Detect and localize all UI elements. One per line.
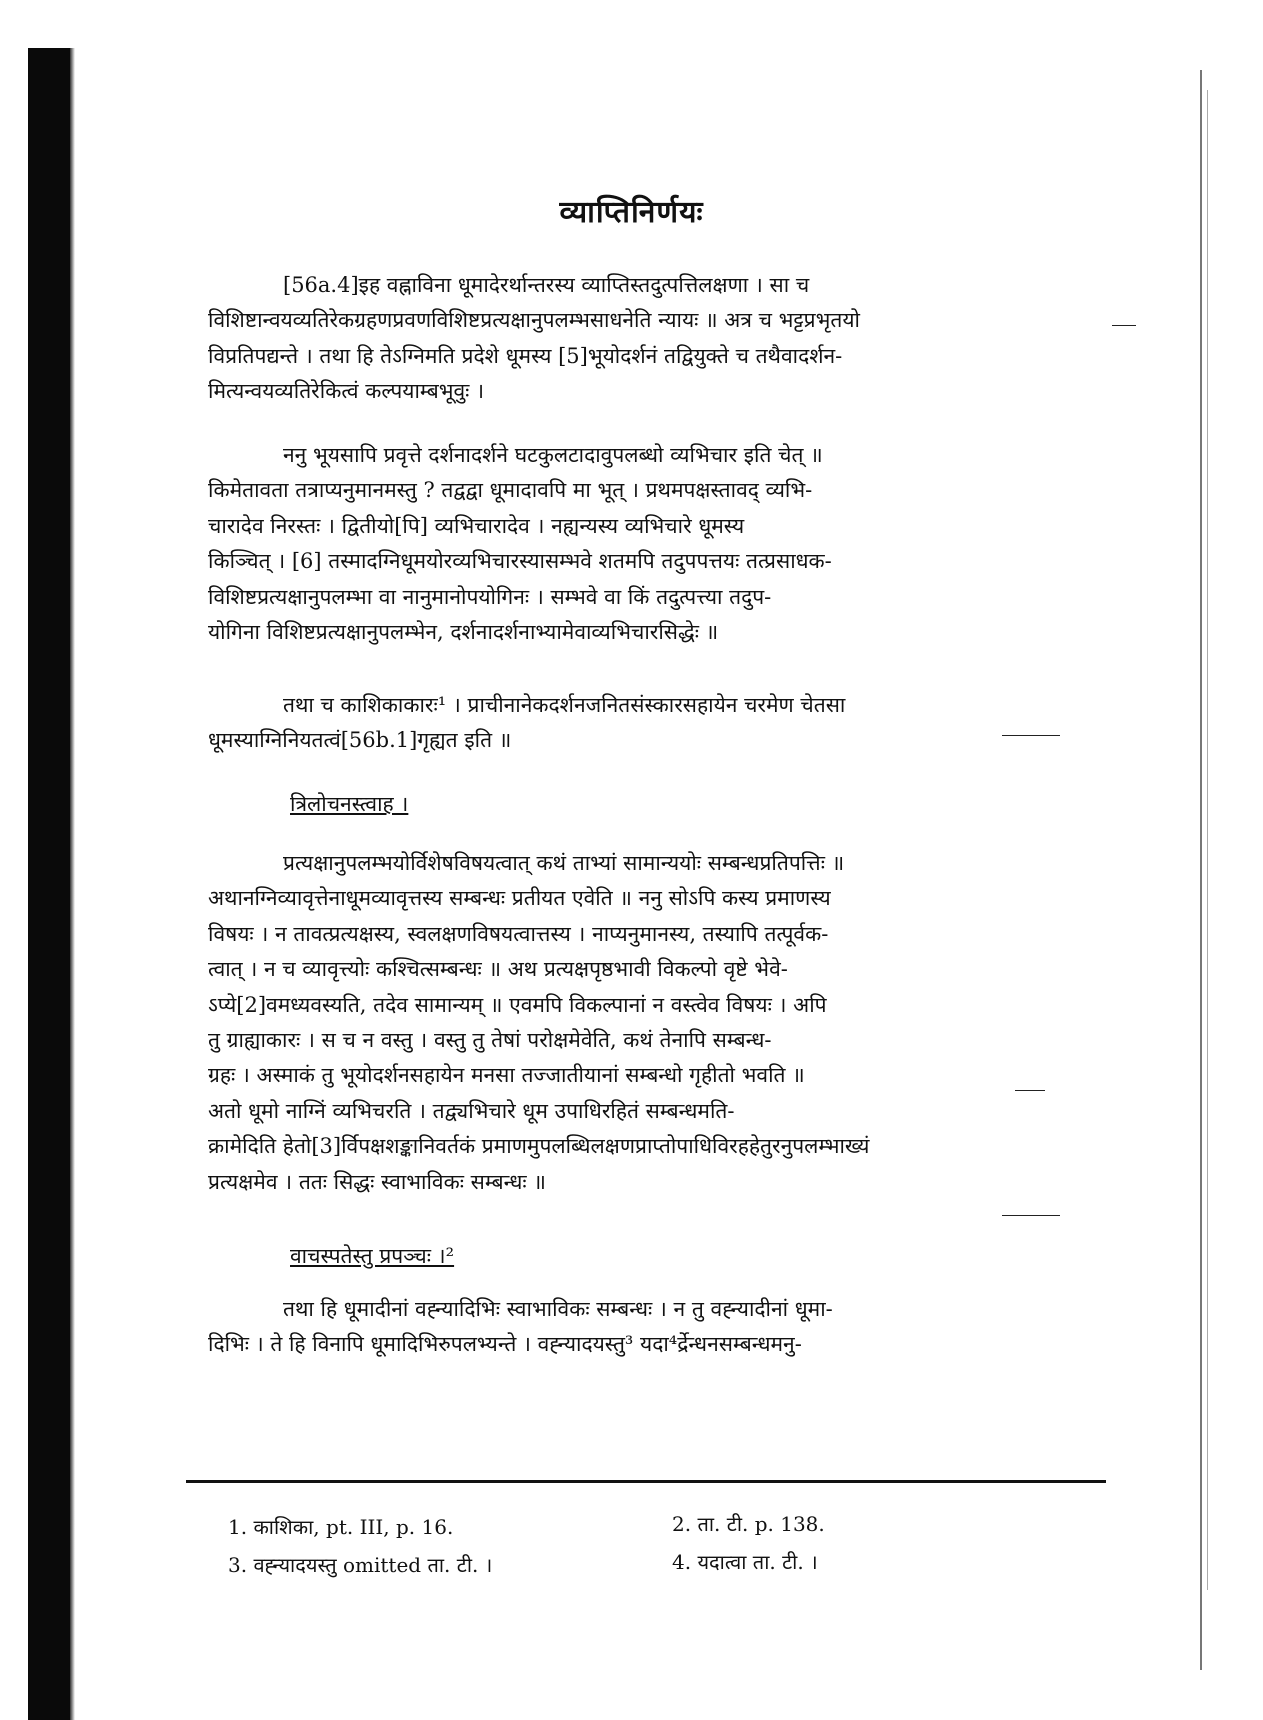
text-line: तु ग्राह्याकारः । स च न वस्तु । वस्तु तु तेषां परोक्षमेवेति, कथं तेनापि सम्बन्ध- bbox=[208, 1028, 772, 1053]
section-heading bbox=[290, 1242, 454, 1270]
margin-mark bbox=[1112, 325, 1136, 326]
text-line: अतो धूमो नाग्निं व्यभिचरति । तद्व्यभिचारे धूम उपाधिरहितं सम्बन्धमति- bbox=[208, 1098, 735, 1123]
margin-mark bbox=[1002, 735, 1060, 736]
text-line: क्रामेदिति हेतो[3]र्विपक्षशङ्कानिवर्तकं प्रमाणमुपलब्धिलक्षणप्राप्तोपाधिविरहहेतुरनुपलम्भाख्यं bbox=[208, 1134, 870, 1159]
paragraph-4 bbox=[208, 846, 1098, 1200]
page-title: व्याप्तिनिर्णयः bbox=[559, 195, 704, 230]
text-line: विशिष्टप्रत्यक्षानुपलम्भा वा नानुमानोपयोगिनः । सम्भवे वा किं तदुत्पत्त्या तदुप- bbox=[208, 584, 772, 609]
margin-mark bbox=[1015, 1090, 1045, 1091]
text-line: चारादेव निरस्तः । द्वितीयो[पि] व्यभिचारादेव । नह्यन्यस्य व्यभिचारे धूमस्य bbox=[208, 513, 745, 538]
binding-edge bbox=[70, 48, 75, 1720]
text-line: किमेतावता तत्राप्यनुमानमस्तु ? तद्वद्वा धूमादावपि मा भूत् । प्रथमपक्षस्तावद् व्यभि- bbox=[208, 478, 813, 503]
text-line: त्वात् । न च व्यावृत्त्योः कश्चित्सम्बन्धः ॥ अथ प्रत्यक्षपृष्ठभावी विकल्पो वृष्टे भेवे- bbox=[208, 957, 788, 982]
text-line: धूमस्याग्निनियतत्वं[56b.1]गृह्यत इति ॥ bbox=[208, 728, 512, 753]
paragraph-5 bbox=[208, 1292, 1098, 1363]
text-line: अथानग्निव्यावृत्तेनाधूमव्यावृत्तस्य सम्बन्धः प्रतीयत एवेति ॥ ननु सोऽपि कस्य प्रमाणस्य bbox=[208, 886, 831, 911]
text-line: विषयः । न तावत्प्रत्यक्षस्य, स्वलक्षणविषयत्वात्तस्य । नाप्यनुमानस्य, तस्यापि तत्पूर्वक- bbox=[208, 921, 829, 946]
text-line: मित्यन्वयव्यतिरेकित्वं कल्पयाम्बभूवुः । bbox=[208, 379, 485, 404]
book-binding-shadow bbox=[28, 48, 70, 1720]
text-line: ऽप्ये[2]वमध्यवस्यति, तदेव सामान्यम् ॥ एवमपि विकल्पानां न वस्त्वेव विषयः । अपि bbox=[208, 992, 827, 1017]
text-line: प्रत्यक्षानुपलम्भयोर्विशेषविषयत्वात् कथं ताभ्यां सामान्ययोः सम्बन्धप्रतिपत्तिः ॥ bbox=[283, 851, 845, 875]
text-line: ग्रहः । अस्माकं तु भूयोदर्शनसहायेन मनसा तज्जातीयानां सम्बन्धो गृहीतो भवति ॥ bbox=[208, 1063, 805, 1088]
text-line: विप्रतिपद्यन्ते । तथा हि तेऽग्निमति प्रदेशे धूमस्य [5]भूयोदर्शनं तद्वियुक्ते च तथैवादर्शन- bbox=[208, 343, 843, 368]
text-line: दिभिः । ते हि विनापि धूमादिभिरुपलभ्यन्ते । वह्न्यादयस्तु³ यदा⁴र्द्रेन्धनसम्बन्धमनु- bbox=[208, 1332, 802, 1357]
text-line: ननु भूयसापि प्रवृत्ते दर्शनादर्शने घटकुलटादावुपलब्धो व्यभिचार इति चेत् ॥ bbox=[283, 443, 823, 467]
margin-mark bbox=[1002, 1215, 1060, 1216]
heading-text: त्रिलोचनस्त्वाह । bbox=[290, 792, 409, 816]
text-line: विशिष्टान्वयव्यतिरेकग्रहणप्रवणविशिष्टप्रत्यक्षानुपलम्भसाधनेति न्यायः ॥ अत्र च भट्टप्रभृतयो bbox=[208, 308, 860, 333]
heading-text: वाचस्पतेस्तु प्रपञ्चः ।² bbox=[290, 1244, 455, 1268]
paragraph-1 bbox=[208, 268, 1098, 410]
text-line: [56a.4]इह वह्नाविना धूमादेरर्थान्तरस्य व्याप्तिस्तदुत्पत्तिलक्षणा । सा च bbox=[283, 273, 810, 297]
footnote-3: 3. वह्न्यादयस्तु omitted ता. टी. । bbox=[228, 1553, 493, 1577]
text-line: योगिना विशिष्टप्रत्यक्षानुपलम्भेन, दर्शनादर्शनाभ्यामेवाव्यभिचारसिद्धेः ॥ bbox=[208, 620, 719, 645]
paragraph-3 bbox=[208, 688, 1098, 759]
page-edge-line-secondary bbox=[1207, 90, 1208, 1590]
text-line: प्रत्यक्षमेव । ततः सिद्धः स्वाभाविकः सम्बन्धः ॥ bbox=[208, 1169, 546, 1194]
text-line: तथा च काशिकाकारः¹ । प्राचीनानेकदर्शनजनितसंस्कारसहायेन चरमेण चेतसा bbox=[283, 693, 846, 717]
text-line: किञ्चित् । [6] तस्मादग्निधूमयोरव्यभिचारस्यासम्भवे शतमपि तदुपपत्तयः तत्प्रसाधक- bbox=[208, 549, 832, 574]
text-line: तथा हि धूमादीनां वह्न्यादिभिः स्वाभाविकः सम्बन्धः । न तु वह्न्यादीनां धूमा- bbox=[283, 1297, 833, 1321]
footnote-2: 2. ता. टी. p. 138. bbox=[672, 1512, 825, 1536]
footnote-1: 1. काशिका, pt. III, p. 16. bbox=[228, 1515, 454, 1539]
section-heading bbox=[290, 790, 408, 818]
page-edge-line bbox=[1200, 70, 1202, 1670]
footnote-4: 4. यदात्वा ता. टी. । bbox=[672, 1550, 818, 1574]
footnote-separator bbox=[186, 1480, 1106, 1483]
paragraph-2 bbox=[208, 438, 1098, 650]
